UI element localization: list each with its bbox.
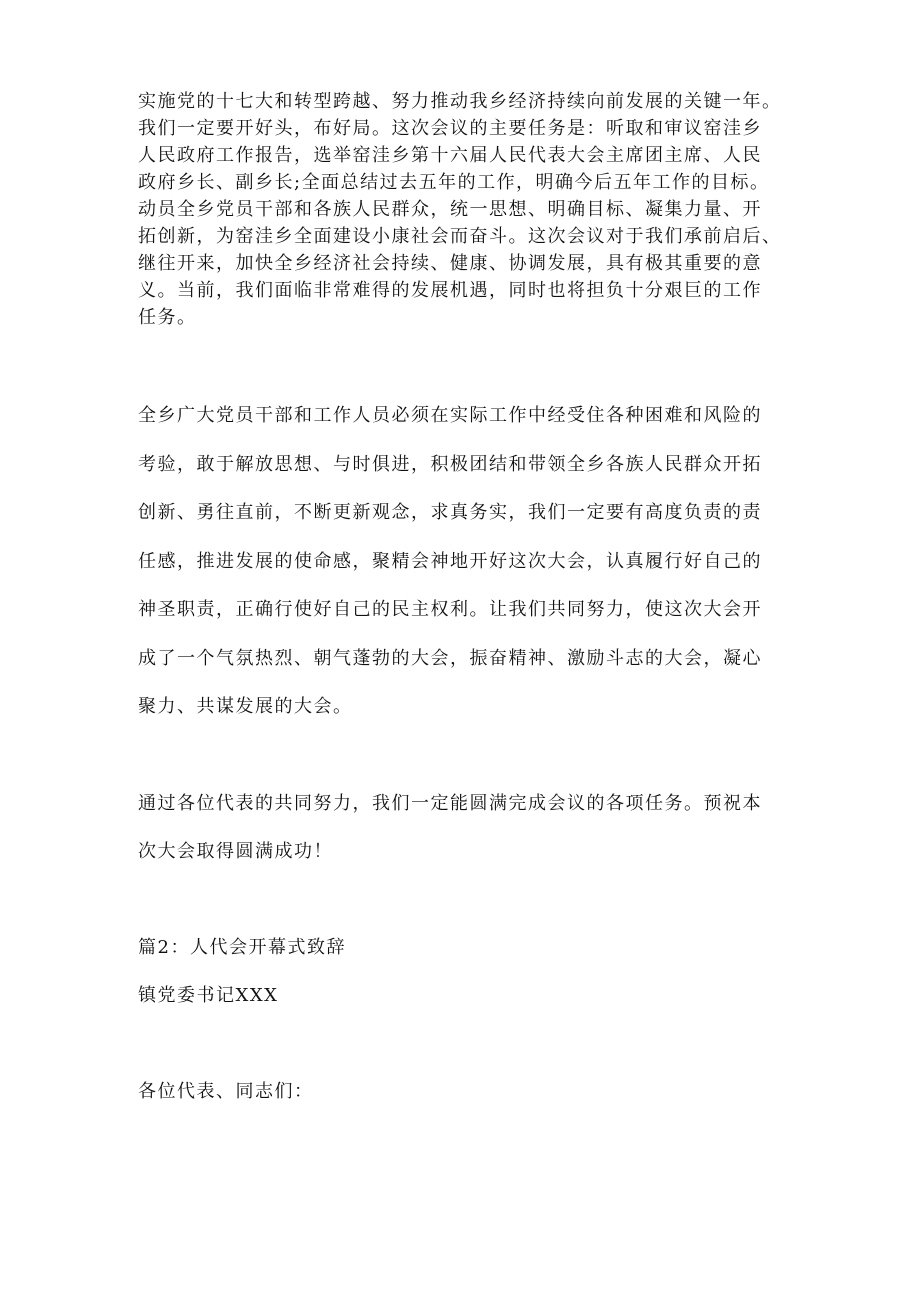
paragraph-line: 创新、勇往直前，不断更新观念，求真务实，我们一定要有高度负责的责 xyxy=(138,502,762,523)
paragraph-line: 次大会取得圆满成功！ xyxy=(138,841,333,862)
paragraph-line: 我们一定要开好头，布好局。这次会议的主要任务是：听取和审议窑洼乡 xyxy=(138,118,762,139)
paragraph-line: 任感，推进发展的使命感，聚精会神地开好这次大会，认真履行好自己的 xyxy=(138,550,762,572)
paragraph-line: 动员全乡党员干部和各族人民群众，统一思想、明确目标、凝集力量、开 xyxy=(138,199,762,220)
paragraph-2 xyxy=(138,392,788,732)
paragraph-3 xyxy=(138,780,788,876)
speaker-line: 镇党委书记XXX xyxy=(138,985,279,1006)
paragraph-line: 继往开来，加快全乡经济社会持续、健康、协调发展，具有极其重要的意 xyxy=(138,253,762,274)
paragraph-line: 通过各位代表的共同努力，我们一定能圆满完成会议的各项任务。预祝本 xyxy=(138,793,762,814)
paragraph-line: 政府乡长、副乡长;全面总结过去五年的工作，明确今后五年工作的目标。 xyxy=(138,172,770,193)
paragraph-1 xyxy=(138,88,788,331)
paragraph-line: 聚力、共谋发展的大会。 xyxy=(138,696,353,717)
salutation: 各位代表、同志们： xyxy=(138,1081,314,1102)
paragraph-line: 义。当前，我们面临非常难得的发展机遇，同时也将担负十分艰巨的工作 xyxy=(138,280,762,301)
paragraph-line: 拓创新，为窑洼乡全面建设小康社会而奋斗。这次会议对于我们承前启后、 xyxy=(138,226,782,247)
paragraph-line: 实施党的十七大和转型跨越、努力推动我乡经济持续向前发展的关键一年。 xyxy=(138,91,782,112)
paragraph-line: 考验，敢于解放思想、与时俱进，积极团结和带领全乡各族人民群众开拓 xyxy=(138,453,762,475)
paragraph-line: 神圣职责，正确行使好自己的民主权利。让我们共同努力，使这次大会开 xyxy=(138,599,762,620)
paragraph-line: 全乡广大党员干部和工作人员必须在实际工作中经受住各种困难和风险的 xyxy=(138,405,762,426)
paragraph-line: 成了一个气氛热烈、朝气蓬勃的大会，振奋精神、激励斗志的大会，凝心 xyxy=(138,647,762,669)
section-heading: 篇2：人代会开幕式致辞 xyxy=(138,937,346,958)
paragraph-line: 任务。 xyxy=(138,307,197,328)
paragraph-line: 人民政府工作报告，选举窑洼乡第十六届人民代表大会主席团主席、人民 xyxy=(138,145,762,166)
